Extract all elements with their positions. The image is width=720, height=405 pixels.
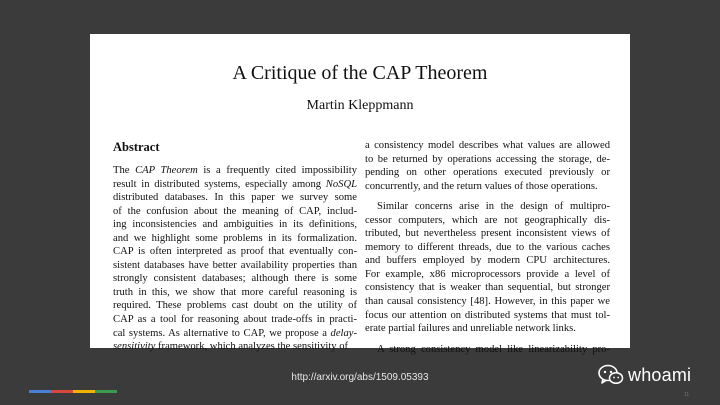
abstract-line: sistent databases have better availability properties than [113,259,357,271]
abstract-heading: Abstract [113,140,160,154]
brand-color-bar [29,390,117,393]
logo-text: whoami [628,364,692,385]
abstract-line: sensitivity framework, which analyzes the sensitivity of [113,341,349,353]
paper-title: A Critique of the CAP Theorem [232,62,488,84]
brand-bar-segment [51,390,73,393]
body-line: Similar concerns arise in the design of multipro- [377,201,610,213]
page-number: 11 [684,392,690,398]
right-paragraph-3 [365,343,610,357]
body-line: a consistency model describes what values are allowed [365,140,610,151]
paper-author: Martin Kleppmann [306,98,414,113]
brand-bar-segment [73,390,95,393]
paper-page [90,34,630,355]
body-line: to be returned by operations accessing the storage, de- [365,153,610,165]
body-line: erate partial failures and unreliable network links. [365,323,576,335]
abstract-line: required. These problems cast doubt on the utility of [113,300,357,312]
abstract-line: The CAP Theorem is a frequently cited impossibility [113,165,357,176]
body-line: consistency that is weaker than sequential, but stronger [365,282,610,294]
abstract-line: strongly consistent databases; although there is some [113,273,357,285]
right-column [365,139,610,356]
whoami-logo [598,364,691,386]
body-line: For example, x86 microprocessors provide a level of [365,268,610,280]
body-line: focus our attention on distributed systems that must tol- [365,309,610,321]
abstract-line: distributed databases. In this paper we survey some [113,192,357,204]
wechat-icon [598,364,624,386]
abstract-line: of the confusion about the meaning of CAP, includ- [113,205,357,217]
body-line: pending on other operations executed previously or [365,167,610,179]
body-line: cessor computers, which are not geographically dis- [365,214,610,226]
body-line: and buffers employed by modern CPU architectures. [365,255,610,267]
abstract-text [113,164,357,354]
abstract-line: and we highlight some problems in its formalization. [113,232,357,244]
abstract-line: CAP as a tool for reasoning about trade-offs in practi- [113,314,357,326]
right-paragraph-1 [365,139,610,193]
body-line: tributed, but nevertheless present inconsistent views of [365,228,610,240]
right-paragraph-2 [365,200,610,335]
arxiv-url: http://arxiv.org/abs/1509.05393 [291,372,429,383]
left-column [113,140,357,354]
brand-bar-segment [95,390,117,393]
abstract-line: ing inconsistencies and ambiguities in its definitions, [113,219,357,231]
abstract-line: cal systems. As alternative to CAP, we propose a delay- [113,327,357,339]
body-line: concurrently, and the return values of those operations. [365,180,598,192]
body-line: A strong consistency model like linearizability pro- [377,343,610,355]
abstract-line: result in distributed systems, especially among NoSQL [113,178,357,190]
body-line: memory to different threads, due to the various caches [365,241,610,253]
brand-bar-segment [29,390,51,393]
abstract-line: truth in this, we show that more careful reasoning is [113,286,357,298]
abstract-line: CAP is often interpreted as proof that eventually con- [113,246,357,258]
body-line: than causal consistency [48]. However, in this paper we [365,296,610,308]
